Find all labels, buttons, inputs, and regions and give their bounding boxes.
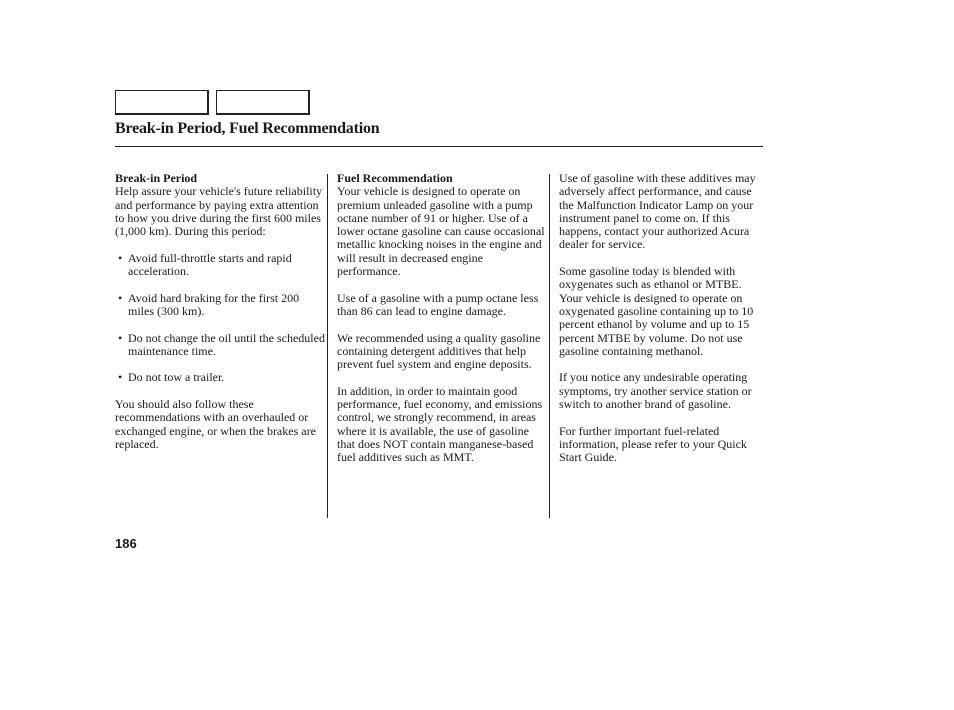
additives-column <box>559 172 767 465</box>
list-item <box>115 252 325 279</box>
bullet-icon: • <box>118 330 123 345</box>
title-divider <box>115 146 763 147</box>
fuel-paragraph: We recommended using a quality gasoline containing detergent additives that help prevent fuel system and engine deposits. <box>337 330 541 372</box>
nav-tab-box-1[interactable] <box>115 90 209 115</box>
bullet-icon: • <box>118 250 123 265</box>
break-in-column <box>115 172 325 451</box>
bullet-icon: • <box>118 290 123 305</box>
break-in-heading: Break-in Period <box>115 171 198 185</box>
fuel-heading: Fuel Recommendation <box>337 171 453 185</box>
list-item-text: Avoid hard braking for the first 200 miles (300 km). <box>128 290 300 318</box>
nav-tab-box-2[interactable] <box>216 90 310 115</box>
column-divider <box>327 174 328 518</box>
additives-paragraph: For further important fuel-related information, please refer to your Quick Start Guide. <box>559 423 747 465</box>
list-item-text: Do not tow a trailer. <box>128 370 225 385</box>
page-number: 186 <box>115 536 137 551</box>
additives-paragraph: Some gasoline today is blended with oxygenates such as ethanol or MTBE. Your vehicle is designed to operate on oxygenated gasoline containing up to 10 percent ethanol by volume and up to 15 percent MTBE by volume. Do not use gasoline containing methanol. <box>559 264 754 358</box>
fuel-paragraph: Your vehicle is designed to operate on premium unleaded gasoline with a pump octane number of 91 or higher. Use of a lower octane gasoline can cause occasional metallic knocking noises in the engine and will result in decreased engine performance. <box>337 184 545 279</box>
list-item <box>115 292 325 319</box>
fuel-column <box>337 172 545 465</box>
list-item-text: Do not change the oil until the scheduled maintenance time. <box>128 330 325 358</box>
additives-paragraph: Use of gasoline with these additives may adversely affect performance, and cause the Malfunction Indicator Lamp on your instrument panel to come on. If this happens, contact your authorized Acura dealer for service. <box>559 171 756 252</box>
fuel-paragraph: Use of a gasoline with a pump octane less than 86 can lead to engine damage. <box>337 290 539 318</box>
list-item <box>115 371 325 384</box>
bullet-icon: • <box>118 370 123 385</box>
list-item <box>115 332 325 359</box>
fuel-paragraph: In addition, in order to maintain good performance, fuel economy, and emissions control, we strongly recommend, in areas where it is available, the use of gasoline that does NOT contain manganese-based fuel additives such as MMT. <box>337 383 543 465</box>
list-item-text: Avoid full-throttle starts and rapid acceleration. <box>128 250 292 279</box>
additives-paragraph: If you notice any undesirable operating symptoms, try another service station or switch to another brand of gasoline. <box>559 370 752 412</box>
break-in-intro: Help assure your vehicle's future reliability and performance by paying extra attention to how you drive during the first 600 miles (1,000 km). During this period: <box>115 184 323 239</box>
break-in-list <box>115 252 325 385</box>
column-divider <box>549 174 550 518</box>
break-in-closing: You should also follow these recommendations with an overhauled or exchanged engine, or when the brakes are replaced. <box>115 397 316 451</box>
page-title: Break-in Period, Fuel Recommendation <box>115 120 380 137</box>
